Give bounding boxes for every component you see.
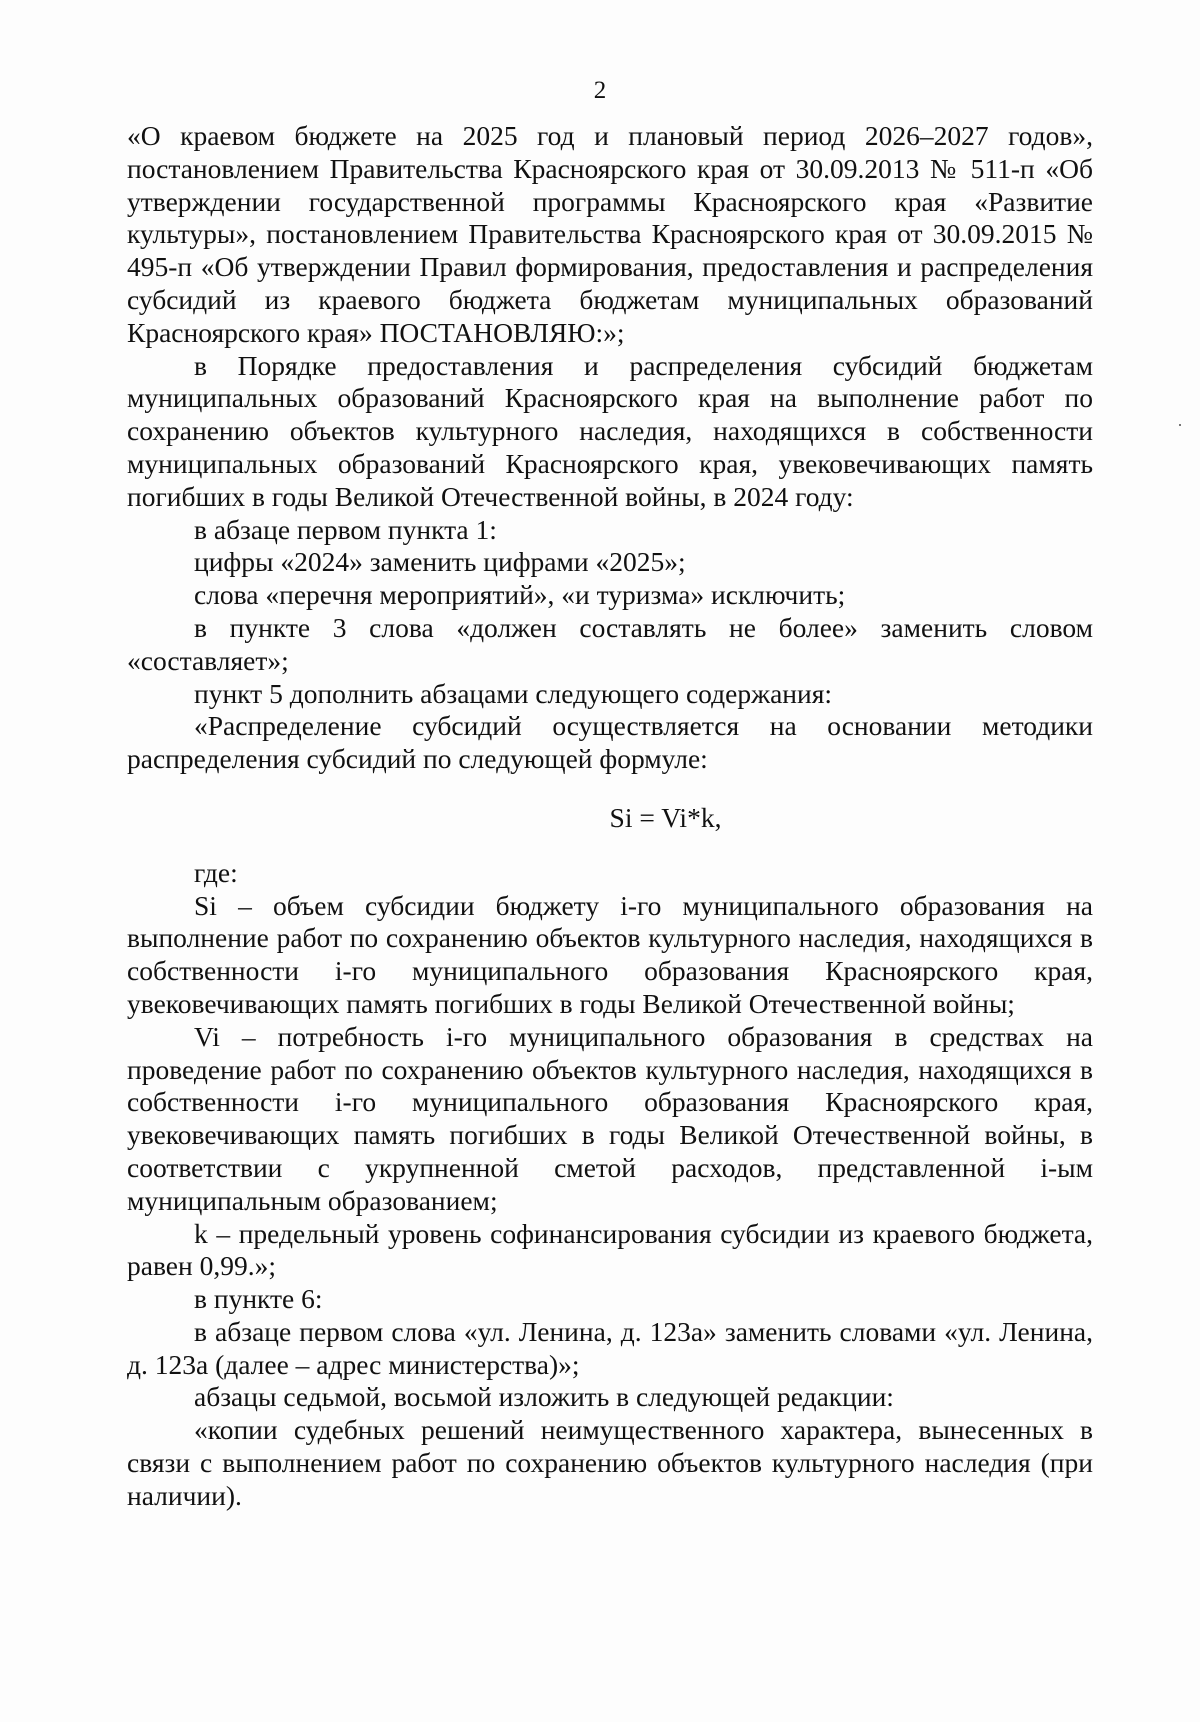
page-number: 2 [593, 77, 607, 104]
paragraph-court-decisions: «копии судебных решений неимущественного характера, вынесенных в связи с выполнением работ по сохранению объектов культурного наследия (при наличии). [127, 1414, 1093, 1511]
document-body [127, 120, 1093, 1513]
paragraph-procedure-intro: в Порядке предоставления и распределения субсидий бюджетам муниципальных образований Красноярского края на выполнение работ по сохранению объектов культурного наследия, находящихся в собственности муниципальных образований Красноярского края, увековечивающих память погибших в годы Великой Отечественной войны, в 2024 году: [127, 349, 1093, 512]
paragraph-item-6-address: в абзаце первом слова «ул. Ленина, д. 123а» заменить словами «ул. Ленина, д. 123а (далее – адрес министерства)»; [127, 1315, 1093, 1380]
paragraph-where: где: [194, 856, 238, 888]
paragraph-words-exclude: слова «перечня мероприятий», «и туризма» исключить; [194, 579, 846, 611]
paragraph-definition-vi: Vi – потребность i-го муниципального образования в средствах на проведение работ по сохранению объектов культурного наследия, находящихся в собственности i-го муниципального образования Красноярского края, увековечивающих память погибших в годы Великой Отечественной войны, в соответствии с укрупненной сметой расходов, представленной i-ым муниципальным образованием; [127, 1020, 1093, 1216]
paragraph-definition-k: k – предельный уровень софинансирования субсидии из краевого бюджета, равен 0,99.»; [127, 1217, 1093, 1282]
paragraph-distribution-method: «Распределение субсидий осуществляется на основании методики распределения субсидий по следующей формуле: [127, 710, 1093, 775]
paragraph-digits-replace: цифры «2024» заменить цифрами «2025»; [194, 546, 686, 578]
paragraph-definition-si: Si – объем субсидии бюджету i-го муниципального образования на выполнение работ по сохранению объектов культурного наследия, находящихся в собственности i-го муниципального образования Красноярского края, увековечивающих память погибших в годы Великой Отечественной войны; [127, 889, 1093, 1019]
paragraph-item-6-intro: в пункте 6: [194, 1283, 323, 1315]
paragraph-item-5-intro: пункт 5 дополнить абзацами следующего содержания: [194, 677, 833, 709]
scan-speck [1179, 424, 1181, 426]
paragraph-item-3: в пункте 3 слова «должен составлять не более» заменить словом «составляет»; [127, 611, 1093, 676]
paragraph-item-1-abzac: в абзаце первом пункта 1: [194, 513, 497, 545]
paragraph-abzacy-7-8: абзацы седьмой, восьмой изложить в следующей редакции: [194, 1381, 894, 1413]
formula: Si = Vi*k, [609, 801, 722, 833]
paragraph-continued-preamble: «О краевом бюджете на 2025 год и плановый период 2026–2027 годов», постановлением Правительства Красноярского края от 30.09.2013 № 511-п «Об утверждении государственной программы Красноярского края «Развитие культуры», постановлением Правительства Красноярского края от 30.09.2015 № 495-п «Об утверждении Правил формирования, предоставления и распределения субсидий из краевого бюджета бюджетам муниципальных образований Красноярского края» ПОСТАНОВЛЯЮ:»; [127, 120, 1093, 348]
